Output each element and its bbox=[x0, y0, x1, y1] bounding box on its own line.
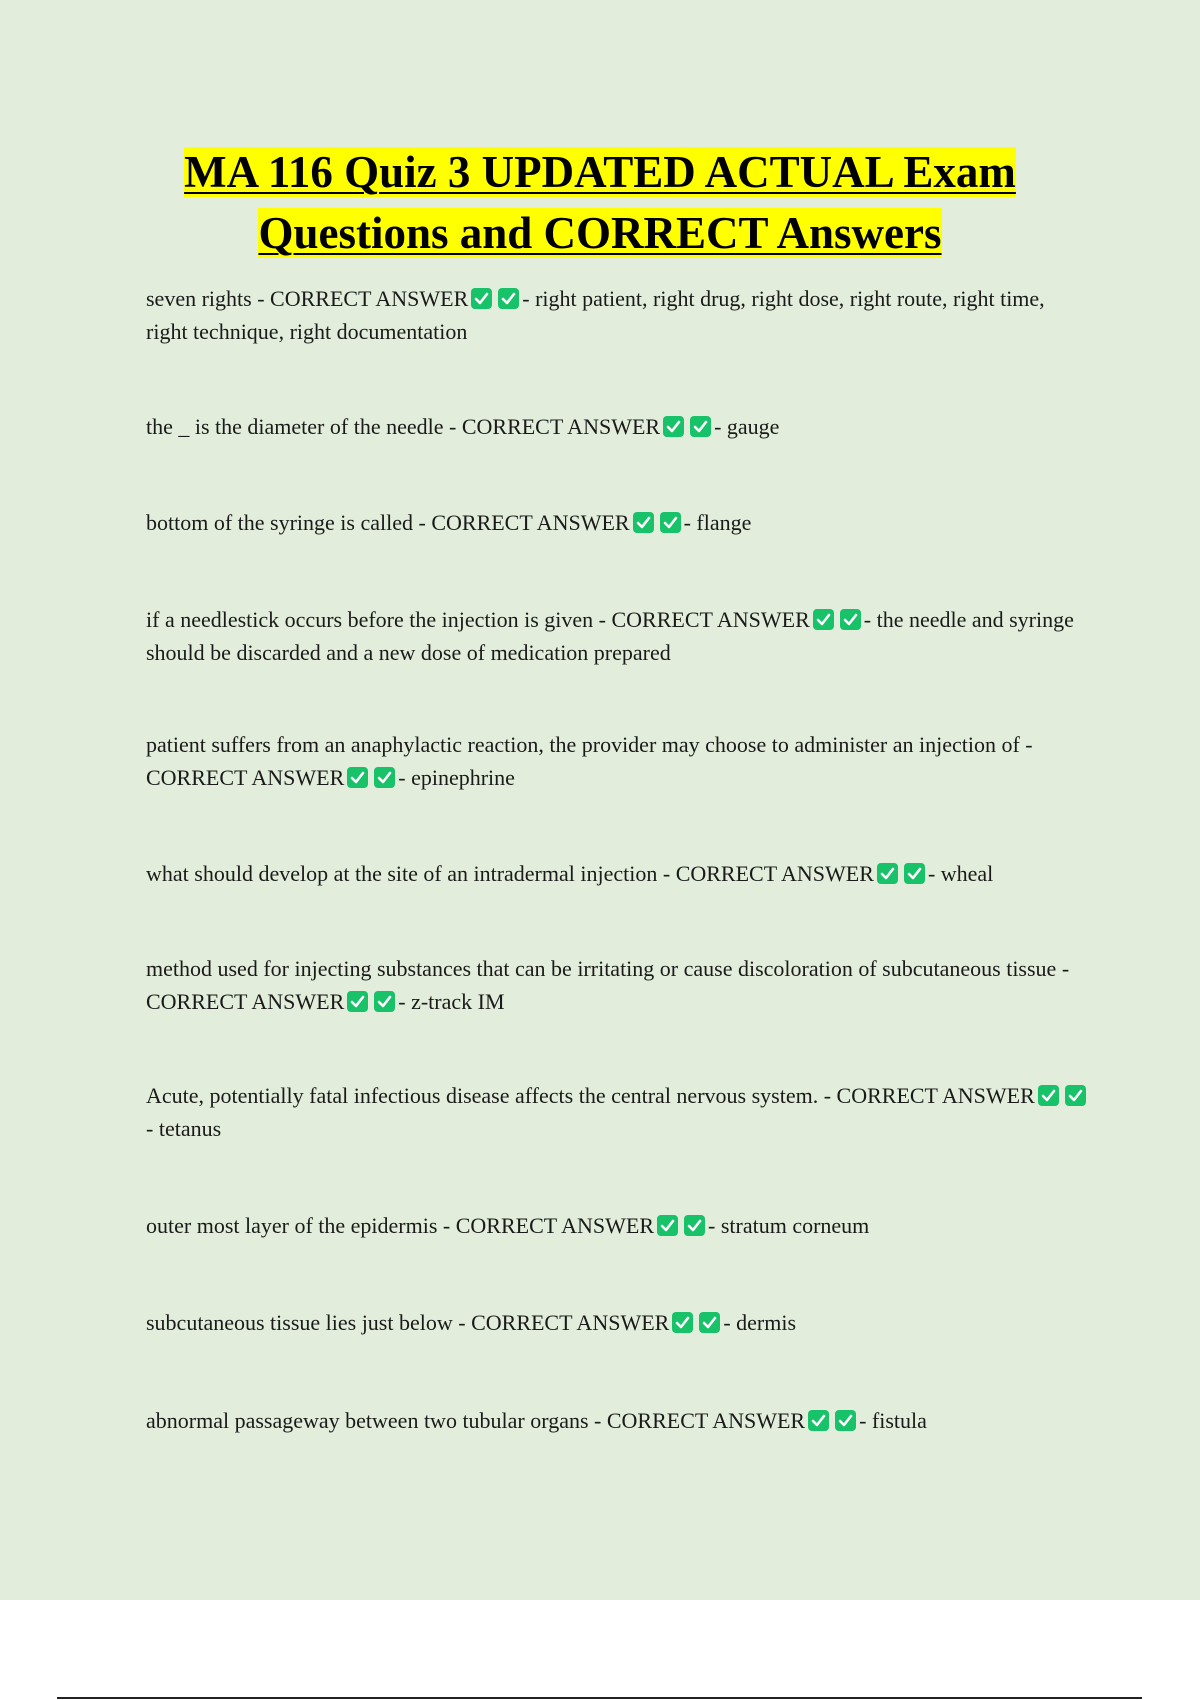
green-checkbox-check-icon bbox=[374, 991, 395, 1012]
green-checkbox-check-icon bbox=[690, 416, 711, 437]
green-checkbox-check-icon bbox=[808, 1410, 829, 1431]
title-line-2: Questions and CORRECT Answers bbox=[258, 208, 942, 258]
question-text: the _ is the diameter of the needle - bbox=[146, 414, 462, 439]
green-checkbox-check-icon bbox=[840, 609, 861, 630]
footer-divider bbox=[57, 1697, 1142, 1699]
qa-item bbox=[146, 953, 1091, 1018]
answer-text: - flange bbox=[683, 510, 752, 535]
qa-item bbox=[146, 604, 1091, 669]
green-checkbox-check-icon bbox=[877, 863, 898, 884]
question-text: patient suffers from an anaphylactic reaction, the provider may choose to administer an injection of - bbox=[146, 732, 1033, 757]
answer-marker: CORRECT ANSWER bbox=[270, 286, 469, 311]
green-checkbox-check-icon bbox=[684, 1215, 705, 1236]
qa-item bbox=[146, 507, 1091, 540]
qa-item bbox=[146, 729, 1091, 794]
title-line-1: MA 116 Quiz 3 UPDATED ACTUAL Exam bbox=[184, 147, 1016, 197]
green-checkbox-check-icon bbox=[657, 1215, 678, 1236]
qa-item bbox=[146, 283, 1091, 348]
answer-marker: CORRECT ANSWER bbox=[836, 1083, 1035, 1108]
green-checkbox-check-icon bbox=[660, 512, 681, 533]
green-checkbox-check-icon bbox=[347, 767, 368, 788]
qa-item bbox=[146, 411, 1091, 444]
answer-marker: CORRECT ANSWER bbox=[675, 861, 874, 886]
document-title bbox=[0, 142, 1200, 264]
answer-text: - right patient, right drug, right dose, right route, right time, right technique, right documentation bbox=[146, 286, 1045, 344]
answer-text: - wheal bbox=[927, 861, 994, 886]
answer-text: - tetanus bbox=[146, 1115, 222, 1141]
answer-text: - z-track IM bbox=[398, 988, 505, 1014]
question-text: Acute, potentially fatal infectious disease affects the central nervous system. - bbox=[146, 1083, 837, 1108]
green-checkbox-check-icon bbox=[699, 1312, 720, 1333]
qa-item bbox=[146, 858, 1091, 891]
question-text: method used for injecting substances that can be irritating or cause discoloration of subcutaneous tissue - bbox=[146, 956, 1070, 981]
question-text: bottom of the syringe is called - bbox=[146, 510, 432, 535]
answer-text: - the needle and syringe should be discarded and a new dose of medication prepared bbox=[146, 607, 1074, 665]
answer-text: - fistula bbox=[859, 1408, 927, 1433]
green-checkbox-check-icon bbox=[904, 863, 925, 884]
question-text: what should develop at the site of an intradermal injection - bbox=[146, 861, 676, 886]
qa-item bbox=[146, 1210, 1091, 1243]
answer-marker: CORRECT ANSWER bbox=[461, 414, 661, 439]
green-checkbox-check-icon bbox=[1065, 1085, 1086, 1106]
green-checkbox-check-icon bbox=[835, 1410, 856, 1431]
green-checkbox-check-icon bbox=[672, 1312, 693, 1333]
answer-marker: CORRECT ANSWER bbox=[431, 510, 630, 535]
answer-text: - stratum corneum bbox=[708, 1213, 870, 1238]
green-checkbox-check-icon bbox=[813, 609, 834, 630]
qa-item bbox=[146, 1080, 1091, 1145]
green-checkbox-check-icon bbox=[633, 512, 654, 533]
green-checkbox-check-icon bbox=[374, 767, 395, 788]
question-text: if a needlestick occurs before the injection is given - bbox=[146, 607, 612, 632]
answer-marker: CORRECT ANSWER bbox=[606, 1408, 806, 1433]
answer-marker: CORRECT ANSWER bbox=[146, 988, 345, 1014]
green-checkbox-check-icon bbox=[498, 288, 519, 309]
green-checkbox-check-icon bbox=[471, 288, 492, 309]
qa-item bbox=[146, 1405, 1091, 1438]
answer-marker: CORRECT ANSWER bbox=[455, 1213, 654, 1238]
answer-marker: CORRECT ANSWER bbox=[471, 1310, 670, 1335]
answer-marker: CORRECT ANSWER bbox=[611, 607, 810, 632]
answer-text: - gauge bbox=[714, 414, 780, 439]
answer-marker: CORRECT ANSWER bbox=[146, 764, 345, 790]
answer-text: - dermis bbox=[723, 1310, 797, 1335]
question-text: abnormal passageway between two tubular organs - bbox=[146, 1408, 607, 1433]
question-text: seven rights - bbox=[146, 286, 271, 311]
green-checkbox-check-icon bbox=[347, 991, 368, 1012]
question-text: outer most layer of the epidermis - bbox=[146, 1213, 456, 1238]
question-text: subcutaneous tissue lies just below - bbox=[146, 1310, 472, 1335]
green-checkbox-check-icon bbox=[663, 416, 684, 437]
qa-item bbox=[146, 1307, 1091, 1340]
answer-text: - epinephrine bbox=[398, 764, 515, 790]
green-checkbox-check-icon bbox=[1038, 1085, 1059, 1106]
